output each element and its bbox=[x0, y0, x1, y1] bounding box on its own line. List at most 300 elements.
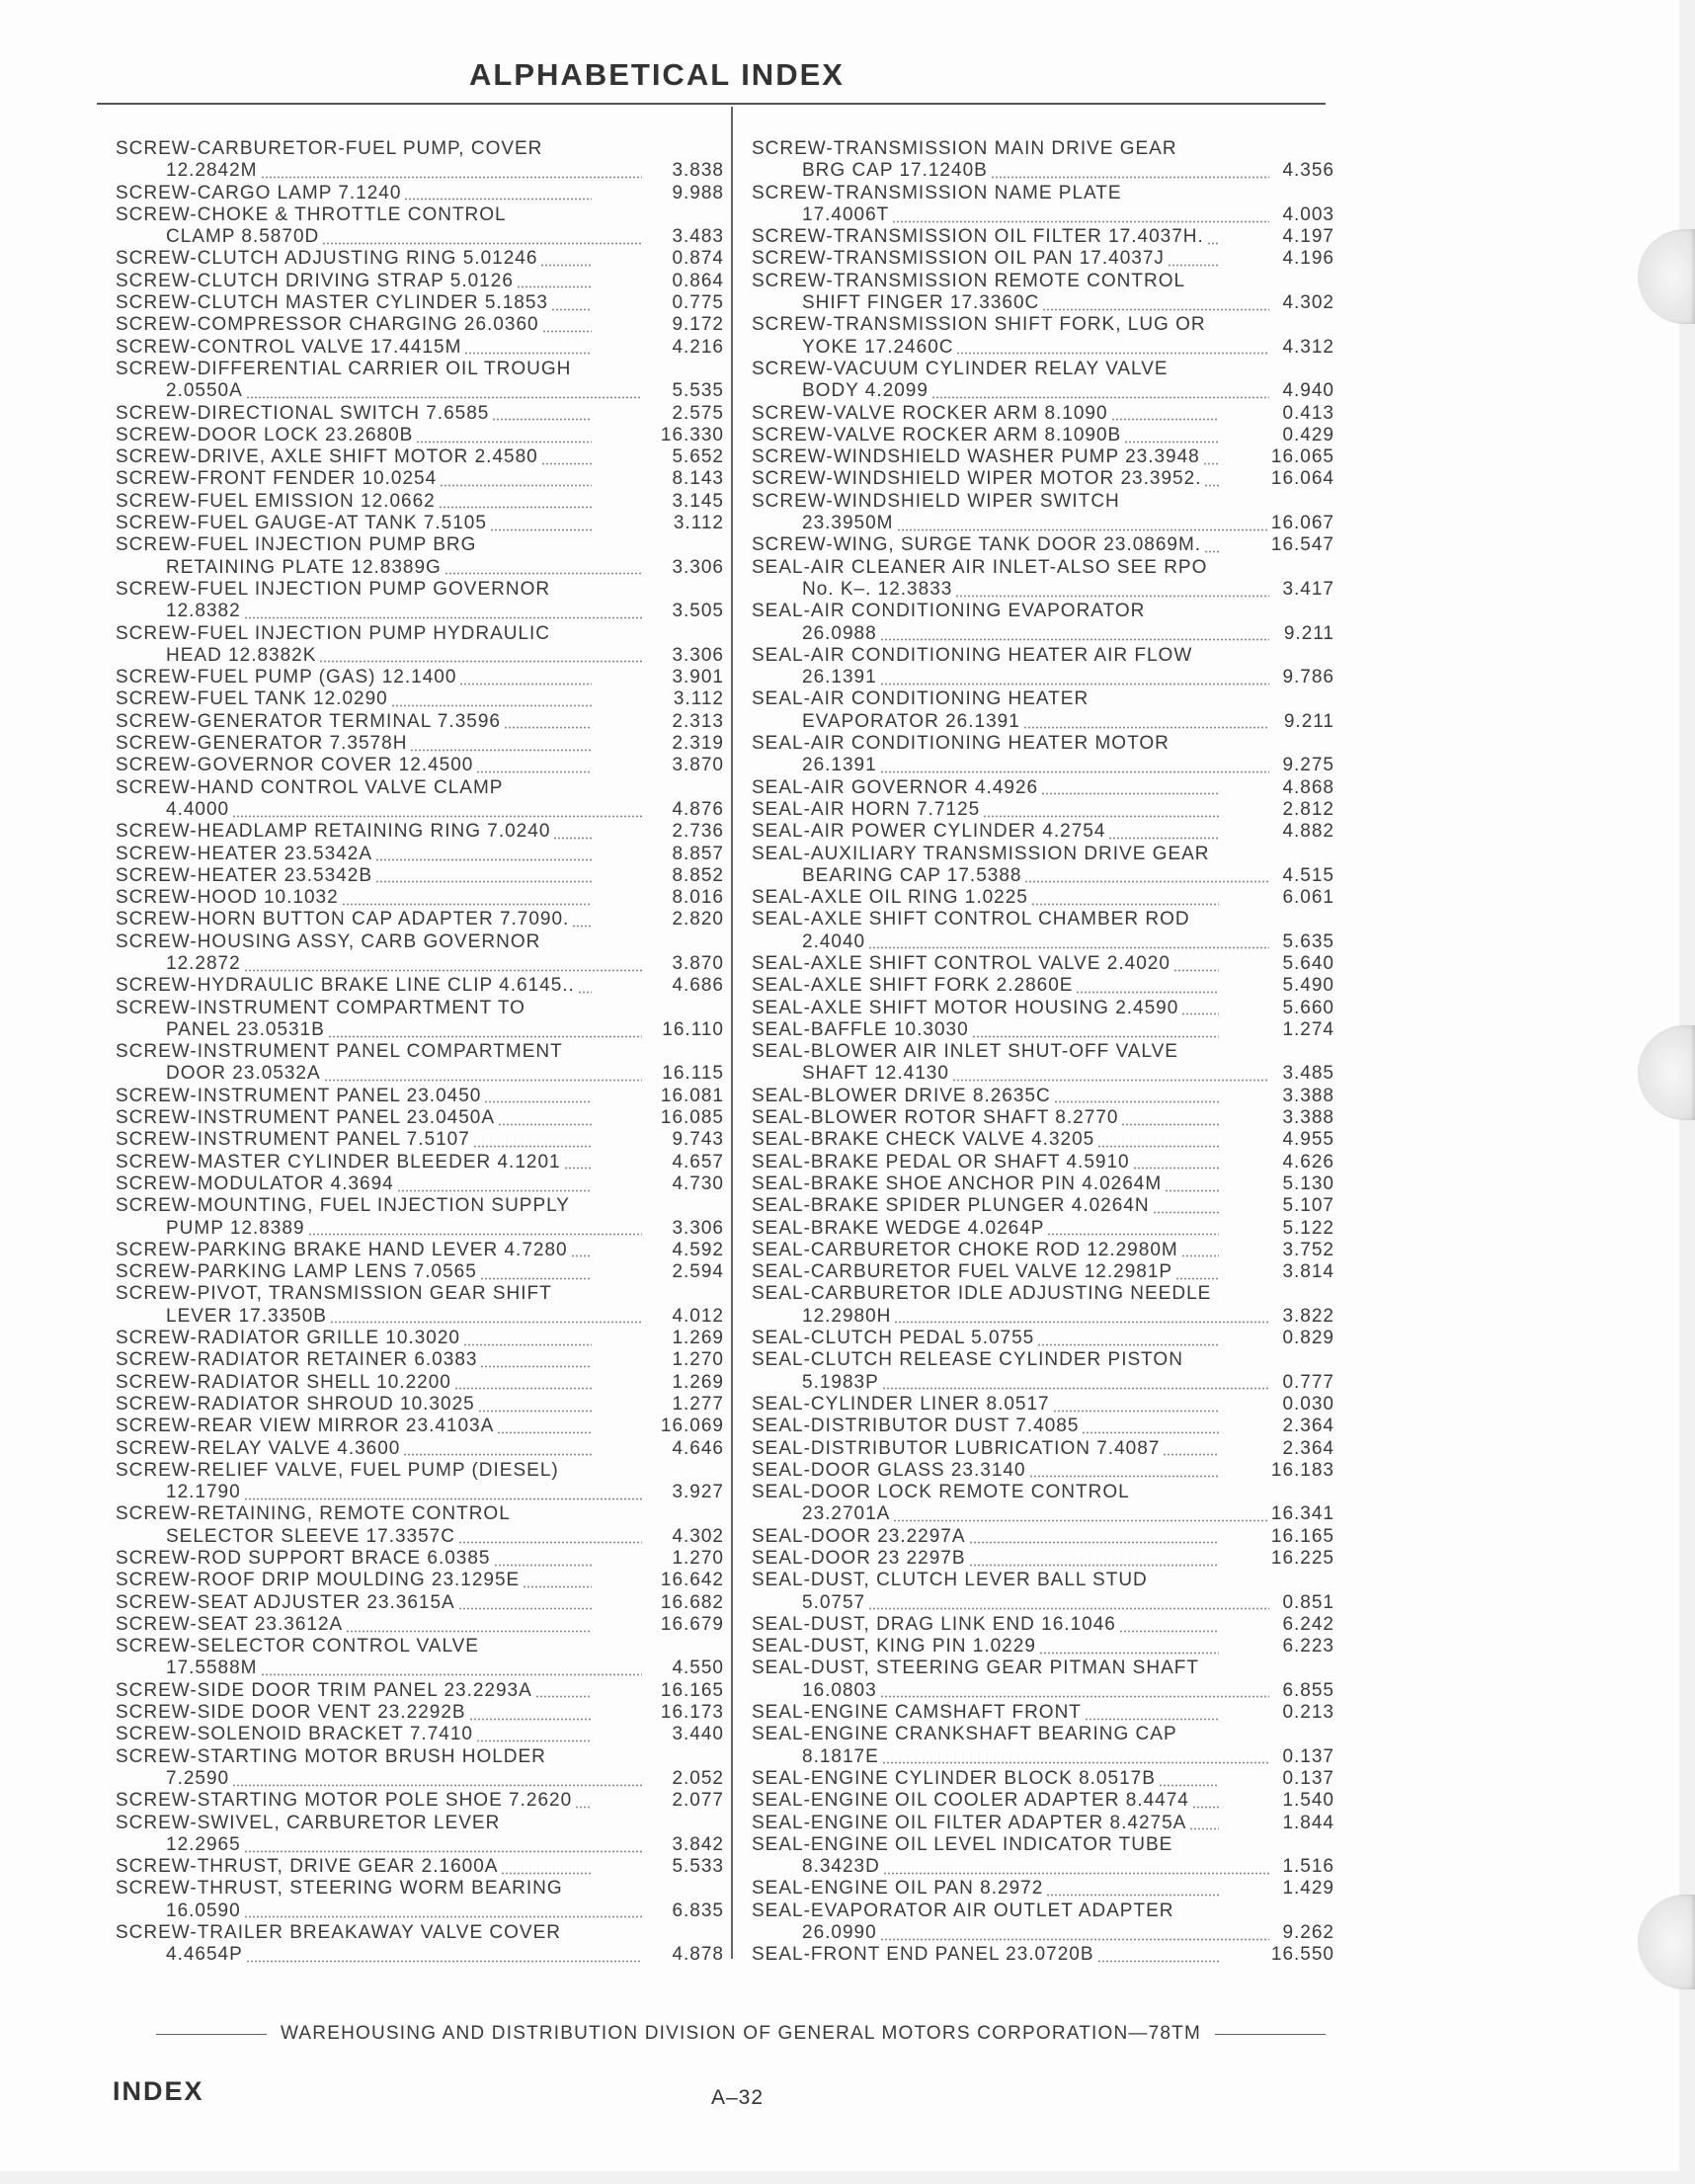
entry-line bbox=[752, 226, 1222, 248]
entry-text: 4.4000 bbox=[166, 798, 230, 820]
index-entry bbox=[116, 468, 724, 490]
entry-text: 5.1983P bbox=[802, 1371, 879, 1393]
entry-line bbox=[752, 248, 1222, 270]
entry-page-ref: 16.081 bbox=[660, 1085, 724, 1106]
index-entry bbox=[116, 667, 724, 688]
entry-text: SCREW-TRANSMISSION MAIN DRIVE GEAR bbox=[752, 138, 1177, 159]
index-entry bbox=[752, 1195, 1334, 1217]
footer-text: WAREHOUSING AND DISTRIBUTION DIVISION OF GENERAL MOTORS CORPORATION—78TM bbox=[281, 2023, 1201, 2044]
entry-text: SCREW-HEATER 23.5342B bbox=[116, 864, 372, 886]
entry-text: SEAL-ENGINE CYLINDER BLOCK 8.0517B bbox=[752, 1767, 1156, 1789]
entry-page-ref: 3.752 bbox=[1282, 1239, 1334, 1260]
entry-text: SCREW-CLUTCH ADJUSTING RING 5.01246 bbox=[116, 248, 538, 270]
index-entry bbox=[752, 1129, 1334, 1151]
index-entry bbox=[116, 1394, 724, 1416]
dot-leader bbox=[375, 880, 592, 883]
entry-line bbox=[116, 844, 595, 865]
entry-page-ref: 1.540 bbox=[1282, 1790, 1334, 1812]
entry-page-ref: 1.270 bbox=[672, 1349, 724, 1371]
index-entry bbox=[752, 1813, 1334, 1834]
index-entry bbox=[116, 1503, 724, 1548]
entry-text: 12.2872 bbox=[166, 952, 241, 974]
dot-leader bbox=[1097, 1960, 1220, 1963]
entry-line bbox=[116, 1746, 724, 1768]
index-entry bbox=[752, 688, 1334, 733]
dot-leader bbox=[880, 1695, 1269, 1698]
entry-text: SCREW-GENERATOR 7.3578H bbox=[116, 733, 408, 755]
dot-leader bbox=[1108, 837, 1219, 840]
index-entry bbox=[116, 446, 724, 468]
entry-text: SCREW-FUEL INJECTION PUMP GOVERNOR bbox=[116, 578, 551, 600]
entry-text: SEAL-CYLINDER LINER 8.0517 bbox=[752, 1393, 1050, 1415]
entry-text: 4.4654P bbox=[166, 1944, 243, 1966]
entry-line bbox=[752, 1129, 1222, 1151]
entry-page-ref: 16.341 bbox=[1270, 1503, 1334, 1525]
index-entry bbox=[116, 1702, 724, 1724]
entry-text: SCREW-CLUTCH MASTER CYLINDER 5.1853 bbox=[116, 292, 548, 314]
dot-leader bbox=[484, 1100, 592, 1103]
entry-line bbox=[116, 359, 724, 380]
index-entry bbox=[752, 1019, 1334, 1041]
entry-line bbox=[752, 1152, 1222, 1173]
entry-page-ref: 3.306 bbox=[672, 644, 724, 666]
entry-page-ref: 16.547 bbox=[1270, 534, 1334, 556]
dot-leader bbox=[1153, 1211, 1219, 1214]
entry-text: 12.2980H bbox=[802, 1305, 892, 1327]
index-entry bbox=[116, 755, 724, 776]
index-entry bbox=[752, 953, 1334, 975]
entry-text: 26.0988 bbox=[802, 622, 877, 644]
dot-leader bbox=[972, 1035, 1219, 1038]
entry-text: SEAL-AIR CLEANER AIR INLET-ALSO SEE RPO bbox=[752, 556, 1208, 578]
entry-text: SCREW-PARKING BRAKE HAND LEVER 4.7280 bbox=[116, 1239, 568, 1260]
entry-line bbox=[752, 1328, 1222, 1349]
dot-leader bbox=[322, 242, 642, 245]
entry-text: SEAL-ENGINE OIL COOLER ADAPTER 8.4474 bbox=[752, 1790, 1189, 1812]
dot-leader bbox=[464, 352, 592, 355]
dot-leader bbox=[410, 749, 592, 752]
entry-line bbox=[752, 183, 1334, 204]
entry-text: SEAL-ENGINE OIL FILTER ADAPTER 8.4275A bbox=[752, 1812, 1187, 1833]
entry-line bbox=[116, 1173, 595, 1195]
entry-text: 2.0550A bbox=[166, 380, 243, 402]
entry-text: SEAL-CARBURETOR FUEL VALVE 12.2981P bbox=[752, 1261, 1173, 1283]
entry-line bbox=[752, 1570, 1334, 1591]
dot-leader bbox=[535, 1695, 592, 1698]
index-entry bbox=[752, 1768, 1334, 1790]
index-entry bbox=[116, 1790, 724, 1812]
dot-leader bbox=[498, 1123, 592, 1126]
entry-line bbox=[116, 1306, 645, 1328]
entry-page-ref: 16.183 bbox=[1270, 1459, 1334, 1481]
index-entry bbox=[752, 1548, 1334, 1570]
index-entry bbox=[752, 1173, 1334, 1195]
entry-page-ref: 1.277 bbox=[672, 1393, 724, 1415]
entry-page-ref: 5.490 bbox=[1282, 975, 1334, 997]
index-entry bbox=[116, 1041, 724, 1086]
entry-page-ref: 9.743 bbox=[672, 1129, 724, 1151]
entry-page-ref: 16.115 bbox=[662, 1063, 724, 1085]
entry-page-ref: 4.196 bbox=[1282, 248, 1334, 270]
dot-leader bbox=[346, 1630, 592, 1633]
entry-line bbox=[752, 1548, 1222, 1570]
entry-page-ref: 4.356 bbox=[1282, 160, 1334, 182]
entry-text: SCREW-FUEL EMISSION 12.0662 bbox=[116, 490, 436, 512]
entry-text: SCREW-RADIATOR SHROUD 10.3025 bbox=[116, 1393, 475, 1415]
index-entry bbox=[752, 1328, 1334, 1349]
entry-text: SEAL-AUXILIARY TRANSMISSION DRIVE GEAR bbox=[752, 843, 1210, 864]
entry-text: SEAL-BAFFLE 10.3030 bbox=[752, 1018, 969, 1040]
entry-page-ref: 1.516 bbox=[1282, 1856, 1334, 1878]
index-entry bbox=[116, 1592, 724, 1614]
index-entry bbox=[752, 1636, 1334, 1658]
entry-line bbox=[116, 1283, 724, 1305]
entry-text: SCREW-TRANSMISSION NAME PLATE bbox=[752, 182, 1122, 203]
entry-line bbox=[116, 601, 645, 622]
entry-line bbox=[116, 1768, 645, 1790]
entry-page-ref: 6.242 bbox=[1282, 1613, 1334, 1635]
entry-text: YOKE 17.2460C bbox=[802, 336, 954, 358]
entry-page-ref: 2.364 bbox=[1282, 1437, 1334, 1459]
index-entry bbox=[752, 645, 1334, 689]
entry-text: 26.1391 bbox=[802, 667, 877, 688]
entry-line bbox=[752, 314, 1334, 336]
dot-leader bbox=[1207, 242, 1219, 245]
entry-text: DOOR 23.0532A bbox=[166, 1063, 321, 1085]
index-entry bbox=[116, 1416, 724, 1437]
entry-text: SEAL-AIR POWER CYLINDER 4.2754 bbox=[752, 821, 1106, 843]
index-entry bbox=[116, 1878, 724, 1922]
entry-line bbox=[116, 865, 595, 887]
index-entry bbox=[752, 1790, 1334, 1812]
dot-leader bbox=[469, 1718, 592, 1721]
index-entry bbox=[116, 1460, 724, 1504]
entry-page-ref: 16.679 bbox=[660, 1613, 724, 1635]
index-entry bbox=[116, 1328, 724, 1349]
index-entry bbox=[752, 844, 1334, 888]
dot-leader bbox=[1029, 1475, 1219, 1478]
entry-page-ref: 3.901 bbox=[672, 667, 724, 688]
entry-text: SEAL-AIR GOVERNOR 4.4926 bbox=[752, 776, 1039, 798]
entry-page-ref: 3.388 bbox=[1282, 1107, 1334, 1129]
entry-text: SEAL-BRAKE PEDAL OR SHAFT 4.5910 bbox=[752, 1151, 1130, 1173]
footer-rule-right bbox=[1215, 2034, 1326, 2035]
dot-leader bbox=[575, 1806, 592, 1809]
entry-line bbox=[752, 271, 1334, 292]
entry-line bbox=[116, 777, 724, 799]
index-entry bbox=[116, 733, 724, 755]
entry-page-ref: 4.592 bbox=[672, 1239, 724, 1260]
entry-text: SEAL-AXLE SHIFT CONTROL VALVE 2.4020 bbox=[752, 952, 1170, 974]
entry-text: SCREW-GENERATOR TERMINAL 7.3596 bbox=[116, 710, 501, 732]
entry-page-ref: 6.223 bbox=[1282, 1636, 1334, 1658]
dot-leader bbox=[1168, 264, 1219, 267]
entry-line bbox=[116, 183, 595, 204]
entry-page-ref: 2.812 bbox=[1282, 798, 1334, 820]
dot-leader bbox=[232, 815, 642, 818]
entry-text: SCREW-HEATER 23.5342A bbox=[116, 843, 372, 864]
dot-leader bbox=[501, 1872, 592, 1875]
entry-text: SCREW-ROOF DRIP MOULDING 23.1295E bbox=[116, 1570, 521, 1591]
index-entry bbox=[752, 138, 1334, 183]
entry-text: 5.0757 bbox=[802, 1591, 866, 1613]
index-entry bbox=[752, 534, 1334, 556]
dot-leader bbox=[1041, 792, 1219, 795]
entry-text: 17.5588M bbox=[166, 1658, 258, 1679]
entry-page-ref: 6.835 bbox=[672, 1900, 724, 1921]
entry-text: BRG CAP 17.1240B bbox=[802, 160, 988, 182]
entry-text: SCREW-PIVOT, TRANSMISSION GEAR SHIFT bbox=[116, 1283, 552, 1305]
entry-text: SCREW-THRUST, DRIVE GEAR 2.1600A bbox=[116, 1856, 499, 1878]
entry-text: CLAMP 8.5870D bbox=[166, 226, 320, 248]
entry-line bbox=[752, 1086, 1222, 1107]
entry-text: SEAL-AXLE SHIFT CONTROL CHAMBER ROD bbox=[752, 909, 1190, 930]
index-entry bbox=[752, 1394, 1334, 1416]
entry-text: BEARING CAP 17.5388 bbox=[802, 864, 1022, 886]
entry-page-ref: 0.413 bbox=[1282, 402, 1334, 424]
index-entry bbox=[116, 887, 724, 909]
entry-page-ref: 2.319 bbox=[672, 733, 724, 755]
entry-line bbox=[752, 1503, 1272, 1525]
entry-text: 8.3423D bbox=[802, 1856, 880, 1878]
entry-line bbox=[752, 138, 1334, 160]
entry-page-ref: 3.870 bbox=[672, 952, 724, 974]
entry-line bbox=[116, 1834, 645, 1856]
entry-page-ref: 16.165 bbox=[660, 1679, 724, 1701]
column-divider bbox=[731, 107, 733, 1959]
index-entry bbox=[116, 1195, 724, 1240]
dot-leader bbox=[1204, 484, 1219, 487]
entry-line bbox=[116, 733, 595, 755]
dot-leader bbox=[459, 683, 592, 686]
entry-page-ref: 6.061 bbox=[1282, 887, 1334, 909]
entry-line bbox=[116, 998, 724, 1019]
entry-text: SCREW-HYDRAULIC BRAKE LINE CLIP 4.6145.. bbox=[116, 975, 575, 997]
entry-line bbox=[116, 1570, 595, 1591]
entry-text: SEAL-EVAPORATOR AIR OUTLET ADAPTER bbox=[752, 1900, 1174, 1921]
dot-leader bbox=[1175, 1277, 1219, 1280]
page-number: A–32 bbox=[711, 2086, 765, 2109]
entry-line bbox=[752, 1526, 1222, 1548]
entry-line bbox=[752, 1283, 1334, 1305]
entry-text: SCREW-FUEL GAUGE-AT TANK 7.5105 bbox=[116, 513, 487, 534]
entry-text: BODY 4.2099 bbox=[802, 380, 928, 402]
entry-text: SCREW-TRANSMISSION OIL FILTER 17.4037H. bbox=[752, 226, 1204, 248]
entry-line bbox=[116, 711, 595, 733]
entry-text: SEAL-ENGINE OIL PAN 8.2972 bbox=[752, 1878, 1044, 1900]
entry-text: SCREW-MODULATOR 4.3694 bbox=[116, 1173, 394, 1194]
entry-page-ref: 3.483 bbox=[672, 226, 724, 248]
index-entry bbox=[116, 1240, 724, 1261]
entry-line bbox=[116, 337, 595, 359]
index-entry bbox=[752, 975, 1334, 997]
dot-leader bbox=[540, 264, 592, 267]
dot-leader bbox=[454, 1387, 592, 1390]
dot-leader bbox=[880, 770, 1269, 773]
index-entry bbox=[752, 1261, 1334, 1283]
entry-page-ref: 4.876 bbox=[672, 798, 724, 820]
entry-page-ref: 16.550 bbox=[1270, 1944, 1334, 1966]
entry-line bbox=[752, 1592, 1272, 1614]
entry-page-ref: 16.067 bbox=[1270, 513, 1334, 534]
entry-text: SCREW-VACUUM CYLINDER RELAY VALVE bbox=[752, 358, 1169, 379]
entry-text: SEAL-AIR CONDITIONING HEATER bbox=[752, 688, 1090, 710]
index-entry bbox=[116, 1372, 724, 1394]
index-entry bbox=[752, 821, 1334, 843]
entry-page-ref: 0.137 bbox=[1282, 1745, 1334, 1767]
dot-leader bbox=[1121, 1123, 1219, 1126]
dot-leader bbox=[319, 660, 642, 663]
entry-line bbox=[116, 380, 645, 402]
entry-page-ref: 2.052 bbox=[672, 1767, 724, 1789]
entry-text: SCREW-TRANSMISSION OIL PAN 17.4037J bbox=[752, 248, 1165, 270]
entry-line bbox=[116, 755, 595, 776]
dot-leader bbox=[1054, 1100, 1219, 1103]
dot-leader bbox=[897, 528, 1269, 531]
index-entry bbox=[752, 314, 1334, 359]
entry-line bbox=[752, 337, 1272, 359]
entry-page-ref: 3.505 bbox=[672, 601, 724, 622]
dot-leader bbox=[463, 1343, 592, 1346]
index-entry bbox=[752, 1240, 1334, 1261]
dot-leader bbox=[342, 903, 592, 906]
index-entry bbox=[116, 1636, 724, 1680]
entry-line bbox=[116, 799, 645, 821]
dot-leader bbox=[375, 858, 592, 861]
entry-line bbox=[752, 1768, 1222, 1790]
index-entry bbox=[752, 1438, 1334, 1460]
entry-line bbox=[116, 534, 724, 556]
entry-text: SEAL-DUST, CLUTCH LEVER BALL STUD bbox=[752, 1570, 1148, 1591]
dot-leader bbox=[416, 441, 592, 444]
entry-page-ref: 5.122 bbox=[1282, 1217, 1334, 1239]
entry-line bbox=[752, 1834, 1334, 1856]
entry-text: SEAL-DUST, STEERING GEAR PITMAN SHAFT bbox=[752, 1658, 1199, 1679]
dot-leader bbox=[490, 528, 592, 531]
entry-text: SCREW-DOOR LOCK 23.2680B bbox=[116, 424, 414, 445]
entry-line bbox=[752, 998, 1222, 1019]
entry-text: PANEL 23.0531B bbox=[166, 1018, 325, 1040]
entry-line bbox=[752, 975, 1222, 997]
dot-leader bbox=[931, 396, 1269, 399]
entry-text: 23.2701A bbox=[802, 1503, 891, 1525]
index-entry bbox=[752, 403, 1334, 425]
entry-page-ref: 4.302 bbox=[1282, 292, 1334, 314]
entry-text: SCREW-FUEL INJECTION PUMP BRG bbox=[116, 534, 477, 556]
entry-line bbox=[116, 292, 595, 314]
entry-text: SCREW-WINDSHIELD WASHER PUMP 23.3948 bbox=[752, 446, 1200, 468]
entry-page-ref: 4.302 bbox=[672, 1525, 724, 1547]
entry-line bbox=[752, 403, 1222, 425]
entry-text: 23.3950M bbox=[802, 513, 894, 534]
entry-page-ref: 4.646 bbox=[672, 1437, 724, 1459]
entry-text: No. K–. 12.3833 bbox=[802, 578, 953, 600]
entry-text: SCREW-SIDE DOOR VENT 23.2292B bbox=[116, 1702, 466, 1724]
entry-line bbox=[116, 1086, 595, 1107]
entry-page-ref: 2.077 bbox=[672, 1790, 724, 1812]
entry-line bbox=[116, 1152, 595, 1173]
entry-text: SEAL-AIR CONDITIONING EVAPORATOR bbox=[752, 601, 1146, 622]
entry-line bbox=[752, 380, 1272, 402]
entry-line bbox=[752, 160, 1272, 182]
entry-text: 16.0803 bbox=[802, 1679, 877, 1701]
index-entry bbox=[752, 1218, 1334, 1240]
entry-page-ref: 6.855 bbox=[1282, 1679, 1334, 1701]
entry-line bbox=[116, 314, 595, 336]
index-entry bbox=[116, 513, 724, 534]
entry-text: SCREW-VALVE ROCKER ARM 8.1090 bbox=[752, 402, 1108, 424]
entry-text: SEAL-CARBURETOR IDLE ADJUSTING NEEDLE bbox=[752, 1283, 1212, 1305]
entry-page-ref: 3.870 bbox=[672, 755, 724, 776]
entry-page-ref: 0.851 bbox=[1282, 1591, 1334, 1613]
index-entry bbox=[752, 1834, 1334, 1879]
dot-leader bbox=[397, 1189, 592, 1192]
entry-line bbox=[752, 1349, 1334, 1371]
dot-leader bbox=[1181, 1012, 1219, 1015]
entry-text: SCREW-CHOKE & THROTTLE CONTROL bbox=[116, 203, 507, 225]
index-entry bbox=[116, 1856, 724, 1878]
entry-line bbox=[116, 271, 595, 292]
entry-line bbox=[116, 1240, 595, 1261]
dot-leader bbox=[244, 1915, 642, 1918]
index-entry bbox=[116, 1261, 724, 1283]
entry-text: SCREW-RETAINING, REMOTE CONTROL bbox=[116, 1503, 511, 1525]
index-entry bbox=[752, 1086, 1334, 1107]
entry-line bbox=[752, 1482, 1334, 1503]
entry-line bbox=[752, 1218, 1222, 1240]
index-column-left bbox=[116, 138, 724, 1967]
entry-page-ref: 16.064 bbox=[1270, 468, 1334, 490]
entry-page-ref: 8.852 bbox=[672, 864, 724, 886]
title-rule bbox=[97, 103, 1326, 105]
index-entry bbox=[752, 183, 1334, 227]
dot-leader bbox=[571, 1254, 592, 1257]
index-entry bbox=[752, 468, 1334, 490]
entry-line bbox=[752, 1614, 1222, 1636]
index-entry bbox=[752, 1460, 1334, 1482]
dot-leader bbox=[246, 1960, 642, 1963]
entry-page-ref: 3.306 bbox=[672, 556, 724, 578]
dot-leader bbox=[1163, 1453, 1219, 1456]
entry-page-ref: 4.012 bbox=[672, 1305, 724, 1327]
dot-leader bbox=[244, 969, 642, 972]
entry-page-ref: 16.069 bbox=[660, 1416, 724, 1437]
entry-text: SCREW-SELECTOR CONTROL VALVE bbox=[116, 1636, 479, 1658]
entry-page-ref: 16.065 bbox=[1270, 446, 1334, 468]
entry-line bbox=[116, 1813, 724, 1834]
dot-leader bbox=[880, 638, 1269, 641]
entry-text: SCREW-TRAILER BREAKAWAY VALVE COVER bbox=[116, 1922, 561, 1944]
entry-line bbox=[752, 755, 1272, 776]
entry-text: 26.0990 bbox=[802, 1922, 877, 1944]
index-entry bbox=[752, 446, 1334, 468]
entry-text: SEAL-CARBURETOR CHOKE ROD 12.2980M bbox=[752, 1239, 1178, 1260]
index-entry bbox=[116, 998, 724, 1042]
index-entry bbox=[116, 138, 724, 183]
entry-text: SCREW-RADIATOR SHELL 10.2200 bbox=[116, 1371, 451, 1393]
entry-page-ref: 4.515 bbox=[1282, 864, 1334, 886]
entry-text: SCREW-MOUNTING, FUEL INJECTION SUPPLY bbox=[116, 1195, 570, 1217]
entry-line bbox=[752, 953, 1222, 975]
entry-text: LEVER 17.3350B bbox=[166, 1305, 327, 1327]
index-entry bbox=[752, 1283, 1334, 1328]
entry-text: SEAL-ENGINE OIL LEVEL INDICATOR TUBE bbox=[752, 1833, 1173, 1855]
entry-line bbox=[116, 160, 645, 182]
entry-page-ref: 4.878 bbox=[672, 1944, 724, 1966]
dot-leader bbox=[1085, 1718, 1219, 1721]
entry-line bbox=[752, 887, 1222, 909]
index-entry bbox=[116, 271, 724, 292]
